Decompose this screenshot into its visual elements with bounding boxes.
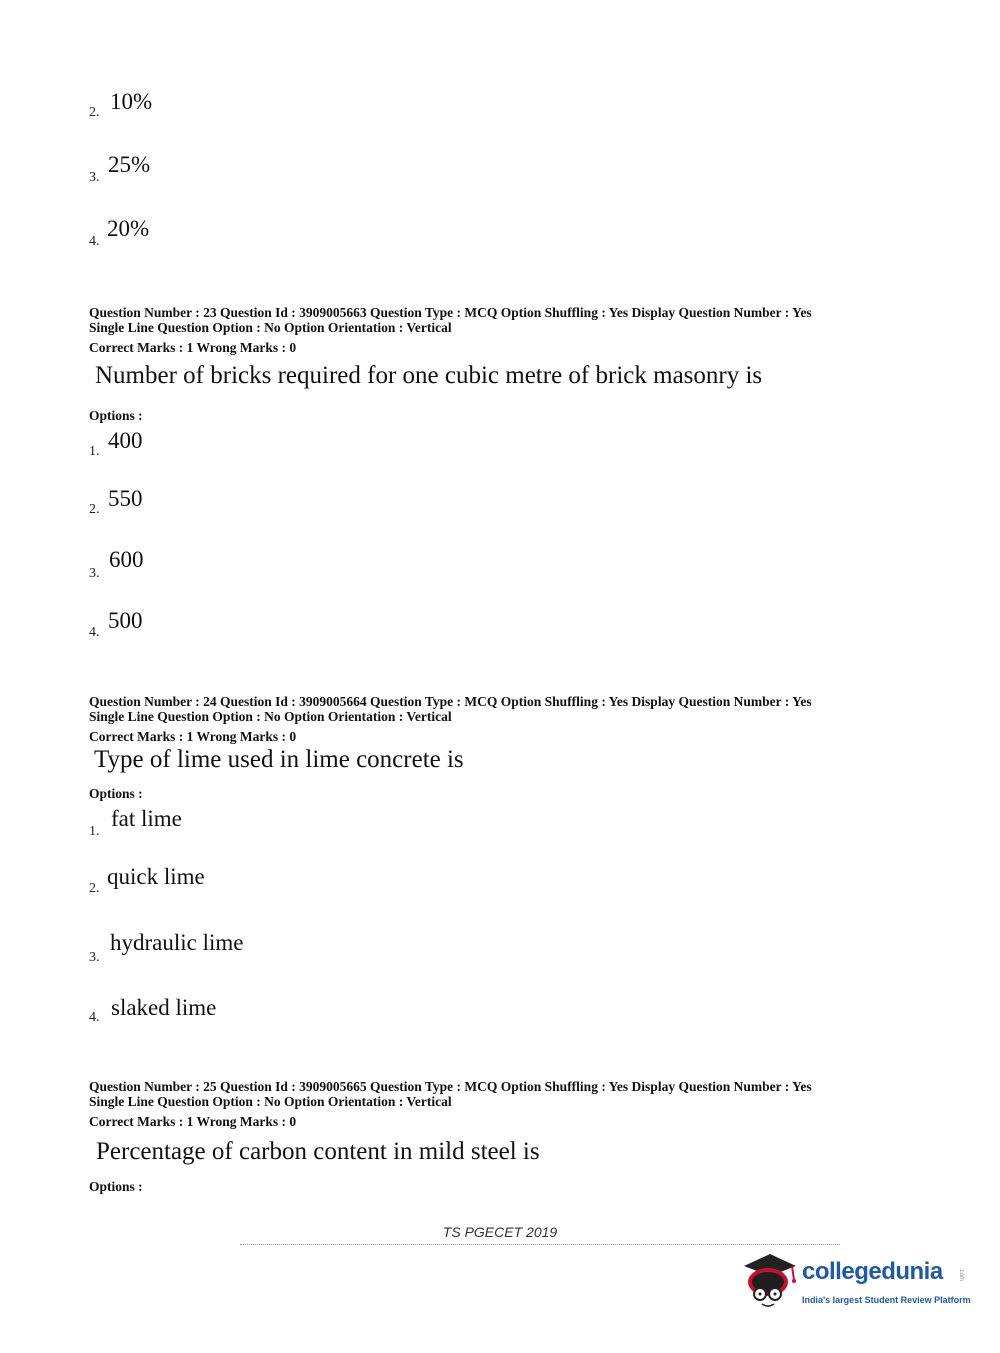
- option-text: 25%: [108, 152, 151, 177]
- collegedunia-mascot-icon: [740, 1248, 802, 1310]
- option-number: 2.: [89, 502, 100, 517]
- option-text: slaked lime: [111, 995, 217, 1020]
- options-label: Options :: [89, 408, 143, 423]
- option-number: 1.: [89, 824, 100, 839]
- question-meta: Single Line Question Option : No Option Orientation : Vertical: [89, 1094, 452, 1109]
- option-text: 400: [108, 428, 143, 453]
- option-text: 550: [108, 486, 143, 511]
- question-meta: Question Number : 24 Question Id : 3909005664 Question Type : MCQ Option Shuffling : Yes Display Question Number : Yes: [89, 694, 812, 709]
- brand-suffix: .com: [958, 1268, 964, 1282]
- option-number: 1.: [89, 444, 100, 459]
- option-text: 10%: [110, 89, 153, 114]
- question-text: Number of bricks required for one cubic metre of brick masonry is: [95, 362, 763, 389]
- options-label: Options :: [89, 1179, 143, 1194]
- option-text: 600: [109, 547, 144, 572]
- question-meta: Single Line Question Option : No Option Orientation : Vertical: [89, 709, 452, 724]
- option-number: 3.: [89, 950, 100, 965]
- brand-name: collegedunia: [802, 1258, 943, 1285]
- question-marks: Correct Marks : 1 Wrong Marks : 0: [89, 340, 297, 355]
- option-number: 2.: [89, 881, 100, 896]
- question-text: Percentage of carbon content in mild steel is: [96, 1138, 540, 1165]
- question-marks: Correct Marks : 1 Wrong Marks : 0: [89, 729, 297, 744]
- option-text: 500: [108, 608, 143, 633]
- option-text: fat lime: [111, 806, 182, 831]
- question-text: Type of lime used in lime concrete is: [94, 746, 464, 773]
- question-meta: Question Number : 25 Question Id : 3909005665 Question Type : MCQ Option Shuffling : Yes Display Question Number : Yes: [89, 1079, 812, 1094]
- option-number: 4.: [89, 234, 100, 249]
- option-number: 3.: [89, 170, 100, 185]
- option-text: hydraulic lime: [110, 930, 244, 955]
- question-meta: Single Line Question Option : No Option Orientation : Vertical: [89, 320, 452, 335]
- brand-tagline: India's largest Student Review Platform: [802, 1295, 971, 1305]
- option-number: 2.: [89, 105, 100, 120]
- footer-divider: [240, 1244, 840, 1247]
- question-marks: Correct Marks : 1 Wrong Marks : 0: [89, 1114, 297, 1129]
- option-number: 4.: [89, 625, 100, 640]
- options-label: Options :: [89, 786, 143, 801]
- question-meta: Question Number : 23 Question Id : 3909005663 Question Type : MCQ Option Shuffling : Yes Display Question Number : Yes: [89, 305, 812, 320]
- option-text: 20%: [107, 216, 150, 241]
- option-number: 4.: [89, 1010, 100, 1025]
- option-text: quick lime: [107, 864, 205, 889]
- option-number: 3.: [89, 566, 100, 581]
- page-footer: TS PGECET 2019: [442, 1224, 558, 1240]
